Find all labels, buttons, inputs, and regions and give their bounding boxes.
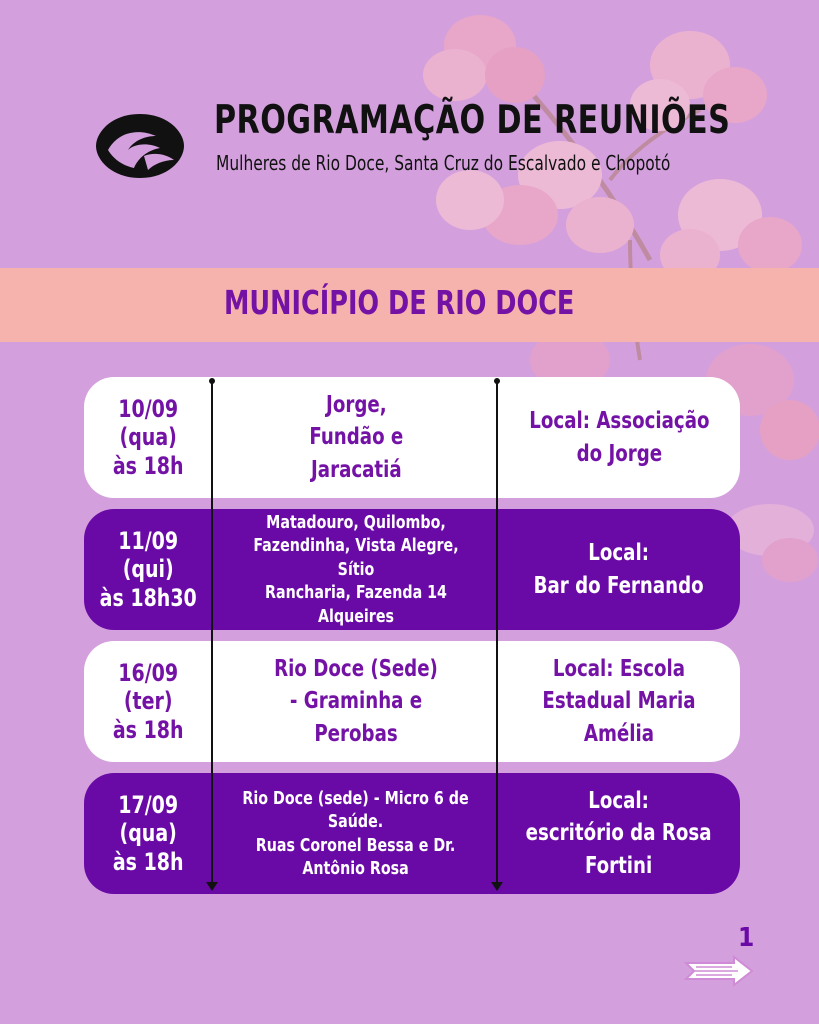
meeting-location: Local: Associação do Jorge xyxy=(528,407,710,467)
meeting-date: 10/09 (qua) às 18h xyxy=(112,395,184,480)
column-divider xyxy=(496,381,498,887)
meeting-place: Rio Doce (sede) - Micro 6 de Saúde. Ruas Coronel Bessa e Dr. Antônio Rosa xyxy=(242,787,470,879)
meeting-place: Jorge, Fundão e Jaracatiá xyxy=(309,391,403,483)
meeting-place: Rio Doce (Sede) - Graminha e Perobas xyxy=(274,655,438,747)
meeting-location: Local: escritório da Rosa Fortini xyxy=(526,787,712,879)
meeting-date: 11/09 (qui) às 18h30 xyxy=(99,527,197,612)
meeting-row xyxy=(84,641,740,762)
meeting-location: Local: Bar do Fernando xyxy=(533,539,705,599)
page-subtitle: Mulheres de Rio Doce, Santa Cruz do Escalvado e Chopotó xyxy=(216,151,671,175)
meeting-row xyxy=(84,773,740,894)
page-number: 1 xyxy=(738,923,755,953)
meeting-location: Local: Escola Estadual Maria Amélia xyxy=(542,655,696,747)
column-divider xyxy=(211,381,213,887)
next-arrow-icon[interactable] xyxy=(682,955,754,987)
page-title: PROGRAMAÇÃO DE REUNIÕES xyxy=(214,98,731,143)
logo-icon xyxy=(94,110,186,182)
divider-arrowhead-icon xyxy=(491,882,503,892)
meeting-row xyxy=(84,509,740,630)
section-title: MUNICÍPIO DE RIO DOCE xyxy=(224,283,575,322)
meeting-row xyxy=(84,377,740,498)
meeting-place: Matadouro, Quilombo, Fazendinha, Vista Alegre, Sítio Rancharia, Fazenda 14 Alqueires xyxy=(253,512,459,627)
meeting-date: 16/09 (ter) às 18h xyxy=(112,659,184,744)
meeting-date: 17/09 (qua) às 18h xyxy=(112,791,184,876)
divider-arrowhead-icon xyxy=(206,882,218,892)
